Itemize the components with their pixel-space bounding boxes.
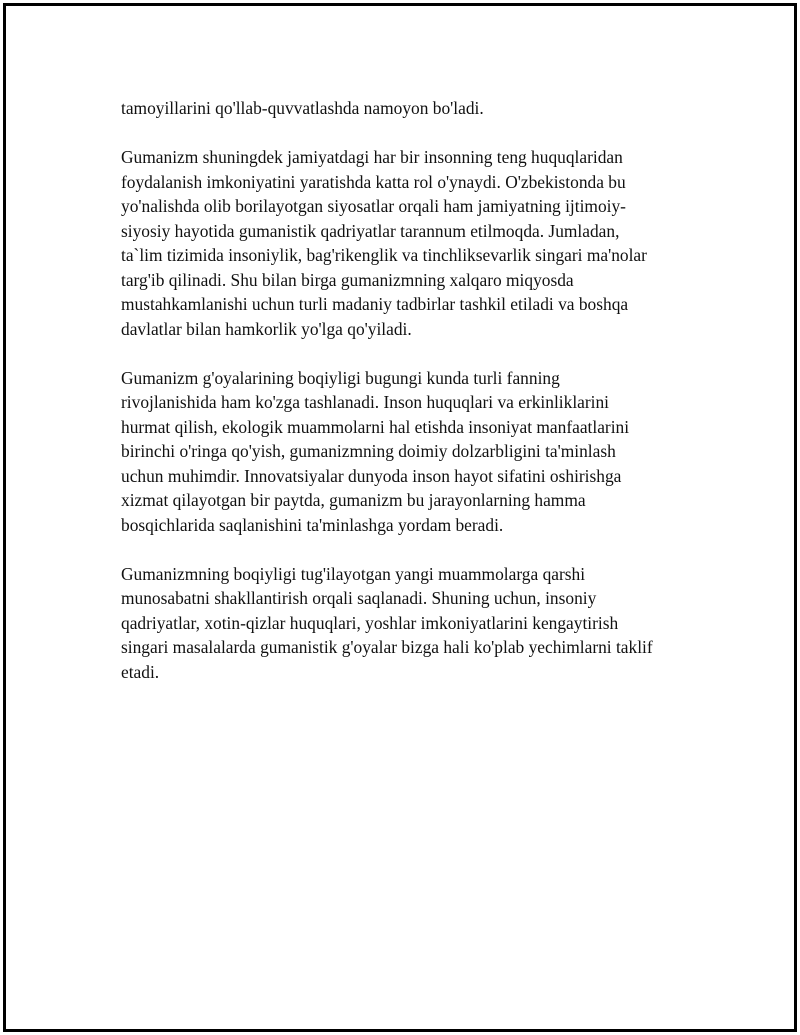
paragraph-new-problems: Gumanizmning boqiyligi tug'ilayotgan yangi muammolarga qarshi munosabatni shakllantirish orqali saqlanadi. Shuning uchun, insoniy qadriyatlar, xotin-qizlar huquqlari, yoshlar imkoniyatlarini kengaytirish singari masalalarda gumanistik g'oyalar bizga hali ko'plab yechimlarni taklif etadi. [121,563,653,682]
document-body [121,96,706,709]
paragraph-continuation: tamoyillarini qo'llab-quvvatlashda namoyon bo'ladi. [121,98,484,118]
page-frame [3,3,797,1032]
paragraph-equal-rights: Gumanizm shuningdek jamiyatdagi har bir insonning teng huquqlaridan foydalanish imkoniyatini yaratishda katta rol o'ynaydi. O'zbekistonda bu yo'nalishda olib borilayotgan siyosatlar orqali ham jamiyatning ijtimoiy- siyosiy hayotida gumanistik qadriyatlar tarannum etilmoqda. Jumladan, ta`lim tizimida insoniylik, bag'rikenglik va tinchliksevarlik singari ma'nolar targ'ib qilinadi. Shu bilan birga gumanizmning xalqaro miqyosda mustahkamlanishi uchun turli madaniy tadbirlar tashkil etiladi va boshqa davlatlar bilan hamkorlik yo'lga qo'yiladi. [121,147,647,339]
paragraph-science-development: Gumanizm g'oyalarining boqiyligi bugungi kunda turli fanning rivojlanishida ham ko'zga tashlanadi. Inson huquqlari va erkinliklarini hurmat qilish, ekologik muammolarni hal etishda insoniyat manfaatlarini birinchi o'ringa qo'yish, gumanizmning doimiy dolzarbligini ta'minlash uchun muhimdir. Innovatsiyalar dunyoda inson hayot sifatini oshirishga xizmat qilayotgan bir paytda, gumanizm bu jarayonlarning hamma bosqichlarida saqlanishini ta'minlashga yordam beradi. [121,367,630,535]
